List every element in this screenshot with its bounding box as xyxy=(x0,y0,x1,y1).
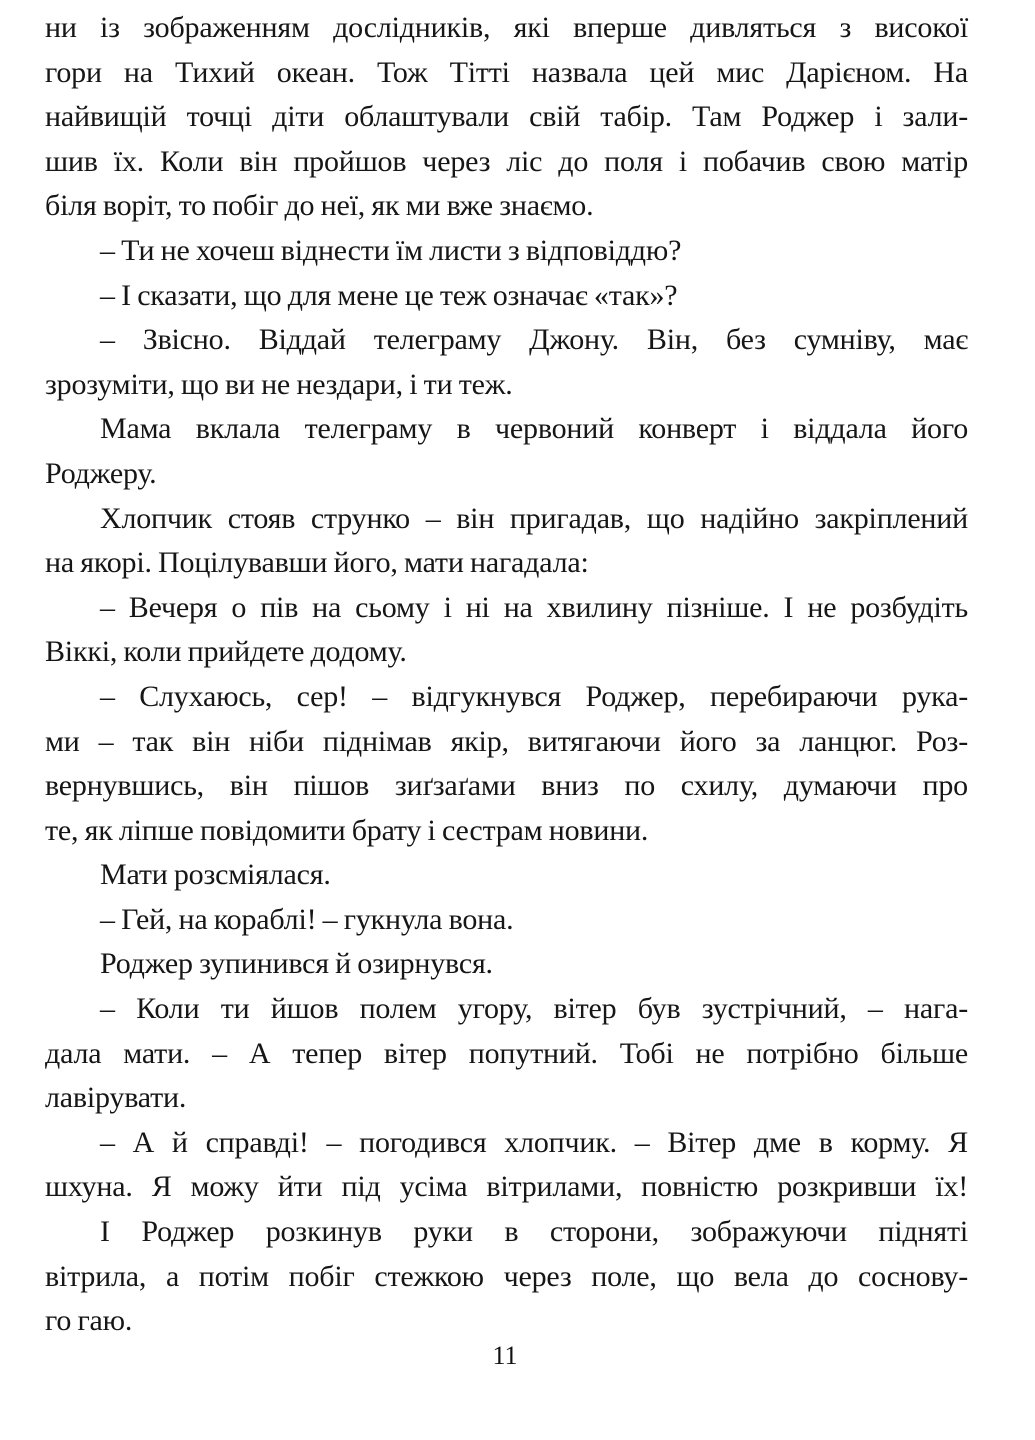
paragraph-dialogue xyxy=(45,586,968,675)
text-line: вернувшись, він пішов зиґзаґами вниз по схилу, думаючи про xyxy=(45,769,968,803)
text-line: – Коли ти йшов полем угору, вітер був зустрічний, – нага- xyxy=(100,992,968,1026)
paragraph-dialogue xyxy=(45,898,968,943)
text-line: гори на Тихий океан. Тож Тітті назвала цей мис Дарієном. На xyxy=(45,55,968,89)
paragraph-dialogue xyxy=(45,1121,968,1210)
text-line: Мама вклала телеграму в червоний конверт і віддала його xyxy=(100,412,968,446)
text-line: – І сказати, що для мене це теж означає «так»? xyxy=(100,278,678,312)
page-number: 11 xyxy=(492,1341,518,1370)
text-line: Мати розсміялася. xyxy=(100,858,331,892)
paragraph-dialogue xyxy=(45,675,968,853)
text-line: Віккі, коли прийдете додому. xyxy=(45,635,407,669)
text-line: ни із зображенням дослідників, які вперше дивляться з високої xyxy=(45,11,968,44)
paragraph xyxy=(45,853,968,898)
paragraph xyxy=(45,6,968,229)
text-line: вітрила, а потім побіг стежкою через поле, що вела до соснову- xyxy=(45,1259,968,1293)
text-line: Роджеру. xyxy=(45,456,157,490)
paragraph xyxy=(45,942,968,987)
text-line: зрозуміти, що ви не нездари, і ти теж. xyxy=(45,367,513,401)
text-line: Роджер зупинився й озирнувся. xyxy=(100,947,493,981)
paragraph-dialogue xyxy=(45,229,968,274)
text-line: – Ти не хочеш віднести їм листи з відповіддю? xyxy=(100,233,682,267)
text-line: – А й справді! – погодився хлопчик. – Вітер дме в корму. Я xyxy=(100,1125,968,1159)
paragraph-dialogue xyxy=(45,987,968,1121)
text-line: – Звісно. Віддай телеграму Джону. Він, без сумніву, має xyxy=(100,323,968,357)
paragraph-dialogue xyxy=(45,318,968,407)
text-line: дала мати. – А тепер вітер попутний. Тобі не потрібно більше xyxy=(45,1036,968,1070)
paragraph-dialogue xyxy=(45,274,968,319)
paragraph xyxy=(45,407,968,496)
text-line: на якорі. Поцілувавши його, мати нагадала: xyxy=(45,546,589,580)
text-line: – Вечеря о пів на сьому і ні на хвилину пізніше. І не розбудіть xyxy=(100,590,968,624)
book-page-text xyxy=(45,6,968,1344)
text-line: шив їх. Коли він пройшов через ліс до поля і побачив свою матір xyxy=(45,144,968,178)
text-line: біля воріт, то побіг до неї, як ми вже знаємо. xyxy=(45,189,594,223)
text-line: те, як ліпше повідомити брату і сестрам новини. xyxy=(45,813,649,847)
paragraph xyxy=(45,1210,968,1344)
paragraph xyxy=(45,497,968,586)
text-line: – Гей, на кораблі! – гукнула вона. xyxy=(100,902,514,936)
text-line: найвищій точці діти облаштували свій табір. Там Роджер і зали- xyxy=(45,100,968,134)
text-line: Хлопчик стояв струнко – він пригадав, що надійно закріплений xyxy=(100,501,968,535)
text-line: лавірувати. xyxy=(45,1081,187,1115)
text-line: го гаю. xyxy=(45,1304,133,1338)
text-line: шхуна. Я можу йти під усіма вітрилами, повністю розкривши їх! xyxy=(45,1170,968,1204)
text-line: ми – так він ніби піднімав якір, витягаючи його за ланцюг. Роз- xyxy=(45,724,968,758)
text-line: – Слухаюсь, сер! – відгукнувся Роджер, перебираючи рука- xyxy=(100,679,968,713)
text-line: І Роджер розкинув руки в сторони, зображуючи підняті xyxy=(100,1215,968,1249)
